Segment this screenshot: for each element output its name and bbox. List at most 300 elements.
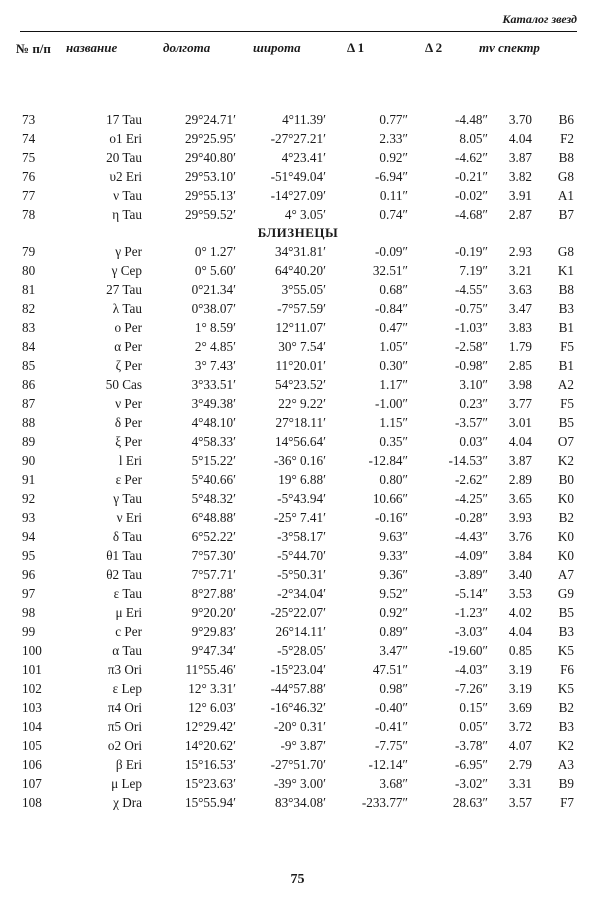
star-catalog-table (18, 110, 578, 812)
cell-delta2: -6.95″ (455, 757, 488, 772)
table-body-bottom (18, 242, 578, 812)
cell-delta1: 0.77″ (379, 112, 408, 127)
table-row (18, 622, 578, 641)
cell-longitude: 7°57.30′ (191, 548, 236, 563)
cell-delta2: -2.62″ (455, 472, 488, 487)
cell-longitude: 3° 7.43′ (194, 358, 236, 373)
cell-spectrum: B2 (558, 510, 574, 525)
col-header-number: № п/п (16, 41, 51, 56)
cell-latitude: -27°51.70′ (270, 757, 326, 772)
cell-delta2: -0.21″ (455, 169, 488, 184)
col-header-latitude: широта (253, 40, 301, 55)
cell-latitude: -2°34.04′ (277, 586, 326, 601)
cell-magnitude: 4.04 (508, 434, 532, 449)
cell-spectrum: B5 (558, 605, 574, 620)
cell-spectrum: B0 (558, 472, 574, 487)
cell-spectrum: K0 (557, 529, 574, 544)
cell-number: 73 (22, 112, 36, 127)
cell-number: 92 (22, 491, 36, 506)
cell-delta1: 0.92″ (379, 150, 408, 165)
cell-star-name: θ1 Tau (106, 548, 142, 563)
cell-latitude: -15°23.04′ (270, 662, 326, 677)
cell-number: 90 (22, 453, 36, 468)
cell-number: 94 (22, 529, 36, 544)
table-row (18, 698, 578, 717)
cell-delta2: -1.23″ (455, 605, 488, 620)
table-row (18, 508, 578, 527)
cell-delta1: -0.41″ (375, 719, 408, 734)
cell-longitude: 15°16.53′ (184, 757, 236, 772)
cell-number: 91 (22, 472, 36, 487)
cell-delta2: -19.60″ (448, 643, 488, 658)
cell-magnitude: 3.65 (508, 491, 532, 506)
cell-spectrum: K0 (557, 548, 574, 563)
table-row (18, 205, 578, 224)
cell-spectrum: F6 (560, 662, 574, 677)
cell-longitude: 29°40.80′ (184, 150, 236, 165)
table-row (18, 394, 578, 413)
cell-latitude: 4° 3.05′ (284, 207, 326, 222)
cell-delta1: 1.17″ (379, 377, 408, 392)
cell-star-name: π3 Ori (107, 662, 142, 677)
cell-latitude: 64°40.20′ (274, 263, 326, 278)
cell-magnitude: 3.63 (508, 282, 532, 297)
cell-star-name: ζ Per (115, 358, 142, 373)
cell-magnitude: 1.79 (508, 339, 532, 354)
cell-longitude: 1° 8.59′ (194, 320, 236, 335)
cell-delta1: -1.00″ (375, 396, 408, 411)
cell-delta1: 0.98″ (379, 681, 408, 696)
cell-star-name: α Tau (112, 643, 142, 658)
cell-star-name: 17 Tau (106, 112, 142, 127)
cell-longitude: 15°23.63′ (184, 776, 236, 791)
cell-delta2: 0.15″ (459, 700, 488, 715)
cell-latitude: 34°31.81′ (274, 244, 326, 259)
cell-latitude: 22° 9.22′ (278, 396, 326, 411)
cell-magnitude: 3.57 (508, 795, 532, 810)
cell-delta1: 3.68″ (379, 776, 408, 791)
cell-number: 104 (22, 719, 42, 734)
cell-magnitude: 3.01 (508, 415, 532, 430)
cell-delta2: -1.03″ (455, 320, 488, 335)
cell-spectrum: F2 (560, 131, 574, 146)
cell-magnitude: 2.89 (508, 472, 532, 487)
table-row (18, 717, 578, 736)
col-header-name: название (66, 40, 118, 55)
table-row (18, 356, 578, 375)
cell-star-name: ε Tau (113, 586, 142, 601)
cell-delta2: -3.02″ (455, 776, 488, 791)
col-header-delta1: Δ 1 (347, 40, 365, 55)
cell-spectrum: B1 (558, 358, 574, 373)
cell-magnitude: 3.84 (508, 548, 532, 563)
cell-number: 78 (22, 207, 36, 222)
cell-delta1: 0.35″ (379, 434, 408, 449)
cell-spectrum: F5 (560, 396, 574, 411)
table-row (18, 375, 578, 394)
table-row (18, 546, 578, 565)
cell-longitude: 0° 5.60′ (194, 263, 236, 278)
cell-latitude: 11°20.01′ (275, 358, 326, 373)
cell-number: 82 (22, 301, 36, 316)
cell-longitude: 11°55.46′ (185, 662, 236, 677)
table-row (18, 603, 578, 622)
table-row (18, 755, 578, 774)
cell-number: 98 (22, 605, 36, 620)
cell-latitude: 4°23.41′ (281, 150, 326, 165)
cell-magnitude: 3.72 (508, 719, 532, 734)
cell-longitude: 12°29.42′ (184, 719, 236, 734)
column-headers (0, 40, 595, 90)
table-row (18, 451, 578, 470)
cell-delta1: -7.75″ (375, 738, 408, 753)
cell-spectrum: O7 (557, 434, 574, 449)
cell-star-name: ν Per (115, 396, 142, 411)
header-rule (20, 31, 577, 32)
cell-star-name: γ Cep (111, 263, 142, 278)
cell-delta2: 0.03″ (459, 434, 488, 449)
cell-star-name: ε Lep (112, 681, 142, 696)
cell-magnitude: 3.98 (508, 377, 532, 392)
cell-longitude: 3°49.38′ (191, 396, 236, 411)
cell-longitude: 9°29.83′ (191, 624, 236, 639)
cell-delta2: -0.28″ (455, 510, 488, 525)
cell-magnitude: 3.77 (508, 396, 532, 411)
cell-latitude: -7°57.59′ (277, 301, 326, 316)
cell-spectrum: A2 (557, 377, 574, 392)
cell-magnitude: 3.87 (508, 150, 532, 165)
cell-longitude: 9°20.20′ (191, 605, 236, 620)
cell-magnitude: 2.79 (508, 757, 532, 772)
cell-delta1: 1.05″ (379, 339, 408, 354)
cell-longitude: 29°59.52′ (184, 207, 236, 222)
cell-delta1: 3.47″ (379, 643, 408, 658)
cell-delta2: -7.26″ (455, 681, 488, 696)
cell-number: 77 (22, 188, 36, 203)
col-header-magnitude-spectrum: mv спектр (479, 40, 540, 55)
cell-latitude: 3°55.05′ (281, 282, 326, 297)
cell-latitude: -20° 0.31′ (273, 719, 326, 734)
cell-delta1: -6.94″ (375, 169, 408, 184)
cell-delta1: 10.66″ (372, 491, 408, 506)
cell-latitude: -25°22.07′ (270, 605, 326, 620)
cell-number: 101 (22, 662, 42, 677)
page-number: 75 (290, 872, 305, 887)
cell-spectrum: A1 (557, 188, 574, 203)
cell-spectrum: B8 (558, 150, 574, 165)
table-row (18, 129, 578, 148)
cell-delta1: -0.09″ (375, 244, 408, 259)
table-row (18, 148, 578, 167)
table-row (18, 299, 578, 318)
cell-star-name: η Tau (112, 207, 142, 222)
cell-spectrum: B5 (558, 415, 574, 430)
cell-latitude: 27°18.11′ (275, 415, 326, 430)
cell-spectrum: B7 (558, 207, 574, 222)
cell-spectrum: K0 (557, 491, 574, 506)
cell-number: 105 (22, 738, 42, 753)
cell-number: 106 (22, 757, 42, 772)
cell-longitude: 9°47.34′ (191, 643, 236, 658)
cell-star-name: λ Tau (112, 301, 142, 316)
cell-longitude: 0° 1.27′ (194, 244, 236, 259)
cell-longitude: 29°53.10′ (184, 169, 236, 184)
table-row (18, 242, 578, 261)
cell-longitude: 8°27.88′ (191, 586, 236, 601)
cell-delta2: 7.19″ (459, 263, 488, 278)
cell-number: 81 (22, 282, 36, 297)
cell-delta1: -0.16″ (375, 510, 408, 525)
cell-number: 95 (22, 548, 36, 563)
cell-latitude: -5°50.31′ (277, 567, 326, 582)
cell-star-name: c Per (115, 624, 142, 639)
cell-delta2: -4.55″ (455, 282, 488, 297)
cell-number: 102 (22, 681, 42, 696)
cell-delta2: 8.05″ (459, 131, 488, 146)
table-row (18, 261, 578, 280)
table-row (18, 280, 578, 299)
cell-delta2: 0.05″ (459, 719, 488, 734)
cell-number: 76 (22, 169, 36, 184)
cell-delta1: -233.77″ (361, 795, 408, 810)
cell-delta1: 0.47″ (379, 320, 408, 335)
cell-longitude: 29°25.95′ (184, 131, 236, 146)
cell-longitude: 14°20.62′ (184, 738, 236, 753)
table-row (18, 470, 578, 489)
table-row (18, 736, 578, 755)
cell-latitude: -5°44.70′ (277, 548, 326, 563)
cell-longitude: 6°48.88′ (191, 510, 236, 525)
cell-star-name: ο Per (114, 320, 142, 335)
cell-latitude: -5°28.05′ (277, 643, 326, 658)
cell-spectrum: G9 (557, 586, 574, 601)
cell-number: 96 (22, 567, 36, 582)
cell-spectrum: K2 (557, 453, 574, 468)
cell-delta2: -4.68″ (455, 207, 488, 222)
cell-number: 100 (22, 643, 42, 658)
section-title: БЛИЗНЕЦЫ (257, 225, 339, 240)
cell-magnitude: 4.02 (508, 605, 532, 620)
cell-magnitude: 3.93 (508, 510, 532, 525)
cell-delta1: 9.63″ (379, 529, 408, 544)
table-row (18, 679, 578, 698)
table-body-top (18, 110, 578, 224)
cell-longitude: 12° 3.31′ (188, 681, 236, 696)
cell-delta1: -0.84″ (375, 301, 408, 316)
cell-magnitude: 3.76 (508, 529, 532, 544)
cell-latitude: -36° 0.16′ (273, 453, 326, 468)
cell-star-name: γ Tau (113, 491, 142, 506)
cell-star-name: χ Dra (113, 795, 142, 810)
table-row (18, 337, 578, 356)
cell-spectrum: G8 (557, 169, 574, 184)
cell-number: 107 (22, 776, 42, 791)
cell-delta1: 0.30″ (379, 358, 408, 373)
cell-delta2: -14.53″ (448, 453, 488, 468)
cell-magnitude: 2.93 (508, 244, 532, 259)
cell-magnitude: 3.53 (508, 586, 532, 601)
cell-magnitude: 3.47 (508, 301, 532, 316)
cell-magnitude: 3.70 (508, 112, 532, 127)
cell-star-name: γ Per (115, 244, 142, 259)
cell-star-name: υ2 Eri (109, 169, 142, 184)
cell-delta2: -4.25″ (455, 491, 488, 506)
cell-magnitude: 3.31 (508, 776, 532, 791)
cell-latitude: 12°11.07′ (275, 320, 326, 335)
cell-delta1: 2.33″ (379, 131, 408, 146)
cell-spectrum: F7 (560, 795, 574, 810)
cell-delta2: -4.62″ (455, 150, 488, 165)
cell-magnitude: 3.82 (508, 169, 532, 184)
cell-spectrum: B3 (558, 719, 574, 734)
col-header-delta2: Δ 2 (425, 40, 443, 55)
cell-spectrum: A3 (557, 757, 574, 772)
cell-latitude: 83°34.08′ (274, 795, 326, 810)
cell-delta2: -3.03″ (455, 624, 488, 639)
cell-spectrum: K1 (557, 263, 574, 278)
cell-number: 86 (22, 377, 36, 392)
cell-longitude: 2° 4.85′ (194, 339, 236, 354)
cell-star-name: β Eri (115, 757, 142, 772)
cell-delta2: -0.98″ (455, 358, 488, 373)
cell-number: 87 (22, 396, 36, 411)
cell-number: 108 (22, 795, 42, 810)
cell-delta2: -4.48″ (455, 112, 488, 127)
cell-number: 89 (22, 434, 36, 449)
cell-magnitude: 3.40 (508, 567, 532, 582)
cell-spectrum: K2 (557, 738, 574, 753)
cell-star-name: 20 Tau (106, 150, 142, 165)
table-row (18, 318, 578, 337)
cell-latitude: 19° 6.88′ (278, 472, 326, 487)
cell-magnitude: 3.19 (508, 681, 532, 696)
cell-latitude: -9° 3.87′ (280, 738, 326, 753)
table-row (18, 641, 578, 660)
cell-number: 83 (22, 320, 36, 335)
cell-number: 97 (22, 586, 36, 601)
cell-delta2: -2.58″ (455, 339, 488, 354)
cell-longitude: 7°57.71′ (191, 567, 236, 582)
table-row (18, 432, 578, 451)
cell-spectrum: B6 (558, 112, 574, 127)
cell-number: 93 (22, 510, 36, 525)
cell-delta1: 0.92″ (379, 605, 408, 620)
cell-number: 85 (22, 358, 36, 373)
cell-latitude: 54°23.52′ (274, 377, 326, 392)
cell-delta2: -4.09″ (455, 548, 488, 563)
cell-star-name: ξ Per (115, 434, 142, 449)
cell-latitude: 4°11.39′ (282, 112, 326, 127)
cell-star-name: 50 Cas (105, 377, 142, 392)
cell-number: 80 (22, 263, 36, 278)
cell-magnitude: 0.85 (508, 643, 532, 658)
cell-delta2: 0.23″ (459, 396, 488, 411)
table-row (18, 186, 578, 205)
cell-spectrum: K5 (557, 643, 574, 658)
cell-star-name: π5 Ori (107, 719, 142, 734)
cell-longitude: 0°21.34′ (191, 282, 236, 297)
cell-number: 75 (22, 150, 36, 165)
cell-star-name: μ Lep (111, 776, 142, 791)
cell-delta2: 3.10″ (459, 377, 488, 392)
cell-delta2: -3.89″ (455, 567, 488, 582)
cell-spectrum: B3 (558, 301, 574, 316)
cell-longitude: 5°40.66′ (191, 472, 236, 487)
section-row (18, 224, 578, 242)
cell-longitude: 0°38.07′ (191, 301, 236, 316)
table-row (18, 413, 578, 432)
cell-latitude: -44°57.88′ (270, 681, 326, 696)
cell-delta1: 0.68″ (379, 282, 408, 297)
cell-delta2: -4.03″ (455, 662, 488, 677)
cell-latitude: 30° 7.54′ (278, 339, 326, 354)
cell-delta1: 9.36″ (379, 567, 408, 582)
cell-star-name: θ2 Tau (106, 567, 142, 582)
cell-longitude: 4°48.10′ (191, 415, 236, 430)
cell-star-name: l Eri (118, 453, 142, 468)
cell-delta2: -3.57″ (455, 415, 488, 430)
table-row (18, 489, 578, 508)
cell-longitude: 29°24.71′ (184, 112, 236, 127)
cell-latitude: -51°49.04′ (270, 169, 326, 184)
cell-star-name: δ Per (114, 415, 142, 430)
cell-magnitude: 3.19 (508, 662, 532, 677)
cell-star-name: ν Tau (113, 188, 142, 203)
cell-delta1: 0.89″ (379, 624, 408, 639)
table-row (18, 774, 578, 793)
cell-spectrum: B3 (558, 624, 574, 639)
cell-latitude: -5°43.94′ (277, 491, 326, 506)
cell-magnitude: 2.85 (508, 358, 532, 373)
cell-longitude: 5°15.22′ (191, 453, 236, 468)
cell-delta1: 0.80″ (379, 472, 408, 487)
table-row (18, 527, 578, 546)
cell-delta2: -5.14″ (455, 586, 488, 601)
cell-magnitude: 3.21 (508, 263, 532, 278)
cell-delta1: 47.51″ (372, 662, 408, 677)
cell-delta1: -12.84″ (368, 453, 408, 468)
table-row (18, 793, 578, 812)
cell-longitude: 4°58.33′ (191, 434, 236, 449)
cell-latitude: -27°27.21′ (270, 131, 326, 146)
cell-spectrum: B9 (558, 776, 574, 791)
cell-number: 84 (22, 339, 36, 354)
cell-latitude: 14°56.64′ (274, 434, 326, 449)
cell-spectrum: K5 (557, 681, 574, 696)
cell-star-name: ε Per (115, 472, 142, 487)
cell-number: 79 (22, 244, 36, 259)
table-row (18, 167, 578, 186)
col-header-longitude: долгота (163, 40, 211, 55)
table-row (18, 110, 578, 129)
cell-latitude: -39° 3.00′ (273, 776, 326, 791)
cell-star-name: α Per (114, 339, 142, 354)
cell-magnitude: 4.04 (508, 624, 532, 639)
cell-latitude: -3°58.17′ (277, 529, 326, 544)
cell-star-name: 27 Tau (106, 282, 142, 297)
cell-star-name: δ Tau (112, 529, 142, 544)
cell-delta1: 1.15″ (379, 415, 408, 430)
cell-delta2: -0.02″ (455, 188, 488, 203)
cell-delta1: 0.11″ (379, 188, 408, 203)
cell-delta2: -0.75″ (455, 301, 488, 316)
cell-latitude: -25° 7.41′ (273, 510, 326, 525)
cell-longitude: 29°55.13′ (184, 188, 236, 203)
cell-longitude: 12° 6.03′ (188, 700, 236, 715)
cell-delta1: 9.52″ (379, 586, 408, 601)
cell-spectrum: G8 (557, 244, 574, 259)
table-row (18, 584, 578, 603)
